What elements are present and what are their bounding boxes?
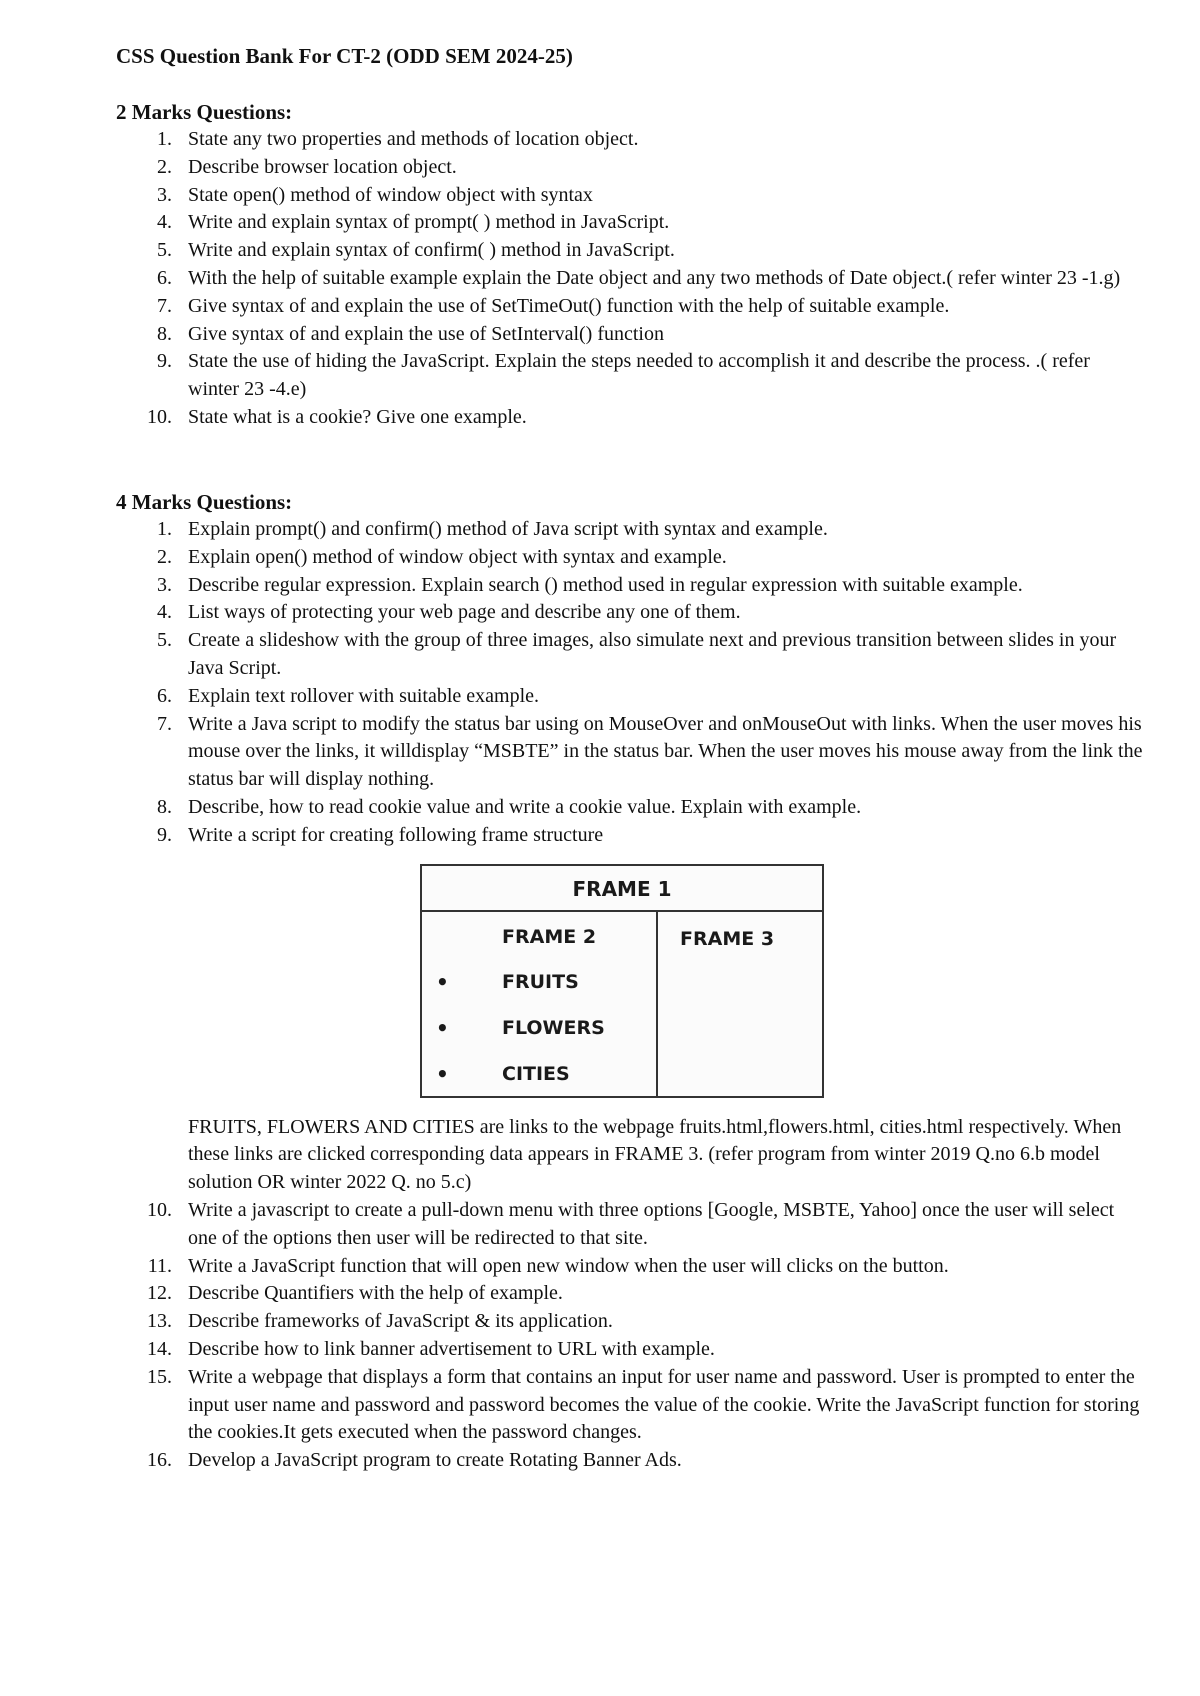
question-item: [116, 1197, 1146, 1253]
question-text: List ways of protecting your web page and describe any one of them.: [188, 601, 741, 624]
question-number: 9.: [157, 350, 172, 373]
question-item: [116, 321, 1146, 349]
question-item: [116, 293, 1146, 321]
question-number: 14.: [147, 1337, 172, 1360]
frame-link-label: FLOWERS: [502, 1016, 605, 1039]
question-item: [116, 126, 1146, 154]
frame-2-panel: [422, 912, 658, 1096]
question-text: Write and explain syntax of prompt( ) method in JavaScript.: [188, 211, 670, 234]
frame-structure-figure: [420, 864, 824, 1098]
question-list-4-marks: [116, 516, 1146, 1475]
frame-3-label: FRAME 3: [680, 927, 775, 950]
question-number: 8.: [157, 795, 172, 818]
question-item: [116, 209, 1146, 237]
question-list-2-marks: [116, 126, 1146, 432]
bullet-icon: •: [436, 1015, 449, 1040]
section-heading-4-marks: 4 Marks Questions:: [116, 490, 293, 514]
question-item: [116, 627, 1146, 683]
frame-link-fruits: [436, 970, 605, 1016]
question-item: [116, 516, 1146, 544]
question-text: Describe, how to read cookie value and write a cookie value. Explain with example.: [188, 795, 862, 818]
bullet-icon: •: [436, 969, 449, 994]
frame-link-cities: [436, 1062, 605, 1108]
question-text: Describe frameworks of JavaScript & its application.: [188, 1310, 613, 1333]
question-item: [116, 348, 1146, 404]
question-number: 1.: [157, 518, 172, 540]
question-number: 12.: [147, 1282, 172, 1305]
question-number: 4.: [157, 211, 172, 234]
question-item: [116, 1308, 1146, 1336]
question-number: 8.: [157, 322, 172, 345]
question-text: State what is a cookie? Give one example.: [188, 405, 527, 428]
question-text: Give syntax of and explain the use of SetTimeOut() function with the help of suitable example.: [188, 294, 950, 317]
question-number: 11.: [147, 1254, 172, 1277]
question-item: [116, 711, 1146, 794]
section-heading-2-marks: 2 Marks Questions:: [116, 100, 293, 124]
question-number: 1.: [157, 128, 172, 150]
question-text: Explain text rollover with suitable example.: [188, 684, 540, 707]
question-number: 16.: [147, 1449, 172, 1472]
question-text: Give syntax of and explain the use of SetInterval() function: [188, 322, 664, 345]
question-item: [116, 822, 1146, 1197]
question-number: 4.: [157, 601, 172, 624]
question-item: [116, 794, 1146, 822]
question-number: 2.: [157, 155, 172, 178]
frame-link-flowers: [436, 1016, 605, 1062]
question-number: 10.: [147, 1198, 172, 1221]
question-text: Describe browser location object.: [188, 155, 457, 178]
frame-2-label: FRAME 2: [502, 925, 597, 948]
question-number: 5.: [157, 629, 172, 652]
question-item: [116, 544, 1146, 572]
frame-3-panel: [658, 912, 822, 1096]
frame-link-label: CITIES: [502, 1062, 570, 1085]
question-text: With the help of suitable example explain the Date object and any two methods of Date object.( refer winter 23 -1.g): [188, 266, 1121, 289]
question-text: Write a Java script to modify the status bar using on MouseOver and onMouseOut with links. When the user moves his mouse over the links, it willdisplay “MSBTE” in the status bar. When the user moves his mouse away from the link the status bar will display nothing.: [188, 712, 1143, 791]
question-item: [116, 1447, 1146, 1475]
question-item: [116, 1280, 1146, 1308]
question-text: Write a JavaScript function that will open new window when the user will clicks on the button.: [188, 1254, 949, 1277]
question-number: 9.: [157, 823, 172, 846]
question-item: [116, 154, 1146, 182]
question-text: Describe regular expression. Explain search () method used in regular expression with suitable example.: [188, 573, 1023, 596]
question-item: [116, 599, 1146, 627]
question-text: Describe Quantifiers with the help of example.: [188, 1282, 563, 1305]
frame-link-label: FRUITS: [502, 970, 579, 993]
question-item: [116, 1336, 1146, 1364]
document-title: CSS Question Bank For CT-2 (ODD SEM 2024-25): [116, 44, 573, 68]
frame-2-link-list: [436, 970, 605, 1108]
question-item: [116, 265, 1146, 293]
question-number: 3.: [157, 183, 172, 206]
question-text: Describe how to link banner advertisement to URL with example.: [188, 1337, 715, 1360]
question-number: 6.: [157, 266, 172, 289]
question-text: Create a slideshow with the group of three images, also simulate next and previous transition between slides in your Java Script.: [188, 629, 1117, 679]
question-number: 7.: [157, 294, 172, 317]
question-text: State open() method of window object with syntax: [188, 183, 593, 206]
question-number: 2.: [157, 545, 172, 568]
question-item: [116, 572, 1146, 600]
question-text: State the use of hiding the JavaScript. Explain the steps needed to accomplish it and describe the process. .( refer winter 23 -4.e): [188, 350, 1090, 401]
question-text: Write and explain syntax of confirm( ) method in JavaScript.: [188, 239, 675, 262]
question-text: Write a script for creating following frame structure: [188, 823, 604, 846]
question-item: [116, 237, 1146, 265]
question-item: [116, 182, 1146, 210]
question-number: 13.: [147, 1310, 172, 1333]
question-text: Explain prompt() and confirm() method of Java script with syntax and example.: [188, 518, 828, 540]
question-number: 10.: [147, 405, 172, 428]
question-number: 3.: [157, 573, 172, 596]
frame-1-header: FRAME 1: [422, 866, 822, 912]
question-number: 7.: [157, 712, 172, 735]
question-number: 6.: [157, 684, 172, 707]
question-text: Explain open() method of window object with syntax and example.: [188, 545, 727, 568]
frame-note: FRUITS, FLOWERS AND CITIES are links to the webpage fruits.html,flowers.html, cities.html respectively. When these links are clicked corresponding data appears in FRAME 3. (refer program from winter 2019 Q.no 6.b model solution OR winter 2022 Q. no 5.c): [188, 1115, 1122, 1194]
question-item: [116, 1364, 1146, 1447]
question-item: [116, 683, 1146, 711]
question-text: State any two properties and methods of location object.: [188, 128, 639, 150]
question-text: Develop a JavaScript program to create Rotating Banner Ads.: [188, 1449, 682, 1472]
question-number: 15.: [147, 1365, 172, 1388]
question-item: [116, 404, 1146, 432]
question-text: Write a javascript to create a pull-down menu with three options [Google, MSBTE, Yahoo] once the user will select one of the options then user will be redirected to that site.: [188, 1198, 1115, 1249]
bullet-icon: •: [436, 1061, 449, 1086]
question-text: Write a webpage that displays a form that contains an input for user name and password. User is prompted to enter the input user name and password and password becomes the value of the cookie. Write the JavaScript function for storing the cookies.It gets executed when the password changes.: [188, 1365, 1140, 1444]
question-item: [116, 1253, 1146, 1281]
question-number: 5.: [157, 239, 172, 262]
